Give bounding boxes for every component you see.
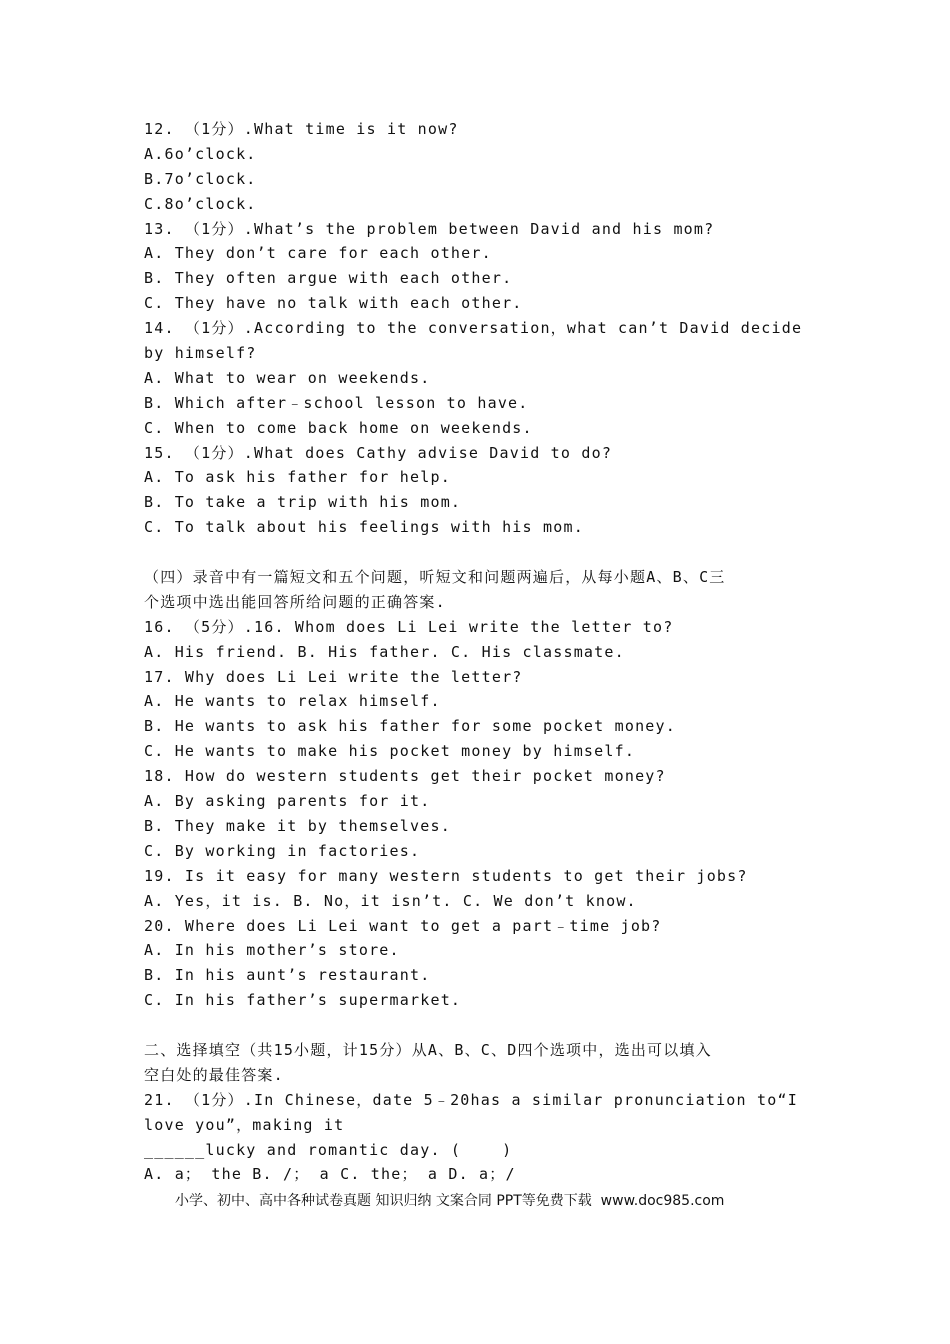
option-12-a: A.6o’clock.	[144, 144, 257, 163]
question-21-line1: 21. （1分）.In Chinese，date 5﹣20has a similar pronunciation to“I	[144, 1090, 798, 1109]
option-17-a: A. He wants to relax himself.	[144, 692, 441, 711]
question-12: 12. （1分）.What time is it now?	[144, 120, 459, 138]
option-18-a: A. By asking parents for it.	[144, 792, 431, 811]
question-15: 15. （1分）.What does Cathy advise David to do?	[144, 443, 613, 462]
question-17: 17. Why does Li Lei write the letter?	[144, 667, 523, 686]
footer-watermark: 小学、初中、高中各种试卷真题 知识归纳 文案合同 PPT等免费下载 www.doc985.com	[175, 1193, 725, 1209]
question-21-line2: love you”，making it	[144, 1115, 345, 1134]
question-19: 19. Is it easy for many western students to get their jobs?	[144, 866, 748, 885]
section4-instruction-line1: （四）录音中有一篇短文和五个问题，听短文和问题两遍后，从每小题A、B、C三	[144, 568, 726, 587]
question-14-line1: 14. （1分）.According to the conversation，what can’t David decide	[144, 319, 803, 338]
option-17-c: C. He wants to make his pocket money by himself.	[144, 742, 636, 761]
option-20-b: B. In his aunt’s restaurant.	[144, 966, 431, 985]
question-20: 20. Where does Li Lei want to get a part﹣time job?	[144, 916, 662, 935]
option-20-a: A. In his mother’s store.	[144, 941, 400, 960]
option-18-c: C. By working in factories.	[144, 841, 421, 860]
option-15-a: A. To ask his father for help.	[144, 468, 451, 487]
option-14-c: C. When to come back home on weekends.	[144, 418, 533, 437]
question-18: 18. How do western students get their pocket money?	[144, 767, 666, 786]
option-15-b: B. To take a trip with his mom.	[144, 493, 462, 512]
part2-heading-line2: 空白处的最佳答案.	[144, 1065, 284, 1084]
question-13: 13. （1分）.What’s the problem between David and his mom?	[144, 219, 715, 238]
part2-heading-line1: 二、选择填空（共15小题，计15分）从A、B、C、D四个选项中，选出可以填入	[144, 1040, 712, 1059]
option-17-b: B. He wants to ask his father for some pocket money.	[144, 717, 676, 736]
options-16: A. His friend. B. His father. C. His classmate.	[144, 642, 625, 661]
options-19: A. Yes，it is. B. No，it isn’t. C. We don’t know.	[144, 891, 637, 910]
option-18-b: B. They make it by themselves.	[144, 816, 451, 835]
section4-instruction-line2: 个选项中选出能回答所给问题的正确答案.	[144, 592, 446, 611]
spacer	[144, 540, 814, 565]
option-14-b: B. Which after﹣school lesson to have.	[144, 393, 529, 412]
option-13-a: A. They don’t care for each other.	[144, 244, 492, 263]
options-21: A. a； the B. /； a C. the； a D. a；/	[144, 1165, 516, 1184]
option-15-c: C. To talk about his feelings with his mom.	[144, 518, 584, 537]
page-content	[144, 117, 814, 1187]
question-14-line2: by himself?	[144, 344, 257, 363]
option-12-c: C.8o’clock.	[144, 194, 257, 213]
question-21-line3: ______lucky and romantic day. ( )	[144, 1140, 513, 1159]
spacer	[144, 1013, 814, 1038]
option-14-a: A. What to wear on weekends.	[144, 368, 431, 387]
option-12-b: B.7o’clock.	[144, 169, 257, 188]
option-20-c: C. In his father’s supermarket.	[144, 991, 462, 1010]
option-13-c: C. They have no talk with each other.	[144, 294, 523, 313]
option-13-b: B. They often argue with each other.	[144, 269, 513, 288]
question-16: 16. （5分）.16. Whom does Li Lei write the letter to?	[144, 617, 674, 636]
